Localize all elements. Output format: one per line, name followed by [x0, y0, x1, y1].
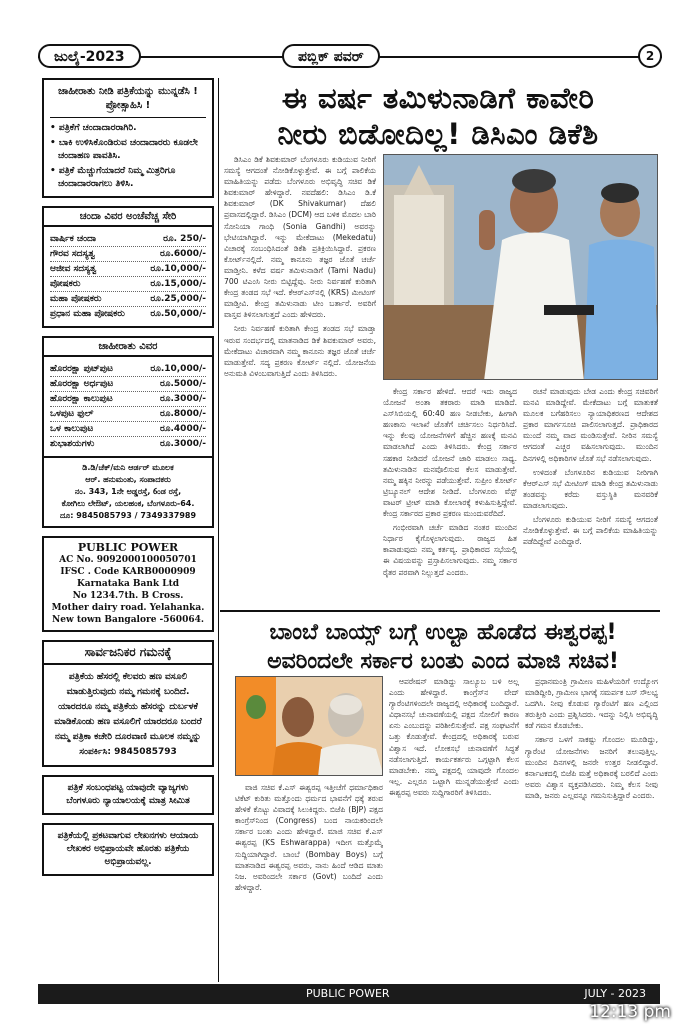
footer-publication: PUBLIC POWER	[306, 987, 390, 1000]
jurisdiction-box	[42, 775, 214, 815]
dk-shivakumar-photo	[383, 154, 658, 380]
ad-appeal-box	[42, 78, 214, 198]
rate-row: ಒಳ ಕಾಲುಪುಟ ರೂ.4000/-	[50, 422, 206, 437]
public-notice-box	[42, 640, 214, 767]
issue-date: ಜುಲೈ-2023	[38, 44, 141, 68]
disclaimer-text: ಪತ್ರಿಕೆಯಲ್ಲಿ ಪ್ರಕಟವಾಗುವ ಲೇಖನಗಳು ಆಯಾಯ ಲೇಖಕರ ಅಭಿಪ್ರಾಯವೇ ಹೊರತು ಪತ್ರಿಕೆಯ ಅಭಿಪ್ರಾಯವಲ್ಲ.	[57, 831, 199, 867]
rate-row: ಆಜೀವ ಸದಸ್ಯತ್ವ ರೂ.10,000/-	[50, 262, 206, 277]
article1-column-1: ಡಿಸಿಎಂ ಡಿಕೆ ಶಿವಕುಮಾರ್ ಬೆಂಗಳೂರು ಕುಡಿಯುವ ನೀರಿಗೆ ಸಮಸ್ಯೆ ಆಗದಂತೆ ನೋಡಿಕೊಳ್ಳುತ್ತೇವೆ. ಈ ಬಗ್ಗೆ ಪಾಲಿಕೆಯ ಮಾಹಿತಿಯನ್ನು ಪಡೆದು ಬೆಂಗಳೂರು ಅಭಿವೃದ್ಧಿ ಸಚಿವ ಡಿಕೆ ಶಿವಕುಮಾರ್ ಹೇಳಿದ್ದಾರೆ. ನವದೆಹಲಿ: ಡಿಸಿಎಂ ಡಿ.ಕೆ ಶಿವಕುಮಾರ್ (DK Shivakumar) ದೆಹಲಿ ಪ್ರವಾಸದಲ್ಲಿದ್ದಾರೆ. ಡಿಸಿಎಂ (DCM) ಆದ ಬಳಿಕ ಮೊದಲ ಬಾರಿ ಸೋನಿಯಾ ಗಾಂಧಿ (Sonia Gandhi) ಅವರನ್ನು ಭೇಟಿಯಾಗಿದ್ದಾರೆ. ಇನ್ನು ಮೇಕೆದಾಟು (Mekedatu) ವಿಚಾರಕ್ಕೆ ಸಂಬಂಧಿಸಿದಂತೆ ಡಿಕೆಶಿ ಪ್ರತಿಕ್ರಿಯಿಸಿದ್ದಾರೆ. ಪ್ರಕರಣ ಕೋರ್ಟ್‌ನಲ್ಲಿದೆ. ನಮ್ಮ ಕಾನೂನು ತಜ್ಞರ ಜೊತೆ ಚರ್ಚೆ ಮಾಡ್ತೀನಿ. ಕಳೆದ ವರ್ಷ ತಮಿಳುನಾಡಿಗೆ (Tami Nadu) 700 ಟಿಎಂಸಿ ನೀರು ಬಿಟ್ಟಿದ್ದೆವು. ನೀರು ನಿರ್ವಹಣೆ ಕುರಿತಾಗಿ ಕೇಂದ್ರ ತಂಡದ ಸಭೆ ಇದೆ. ಕೆಆರ್‌ಎಸ್‌ನಲ್ಲಿ (KRS) ಮೀಟಿಂಗ್ ಮಾಡ್ತೀವಿ. ಕೇಂದ್ರ ತಮಿಳುನಾಡು ಟೀಂ ಬರ್ತಾರೆ. ಅವರಿಗೆ ವಾಸ್ತವ ತಿಳಿಸಲಾಗುತ್ತದೆ ಎಂದು ಹೇಳಿದರು. ನೀರು ನಿರ್ವಹಣೆ ಕುರಿತಾಗಿ ಕೇಂದ್ರ ತಂಡದ ಸಭೆ ಮಾಡ್ತಾ ಇರುವ ಸಂದರ್ಭದಲ್ಲಿ ಮಾತನಾಡಿದ ಡಿಕೆ ಶಿವಕುಮಾರ್ ಅವರು, ಮೇಕೆದಾಟು ವಿಚಾರವಾಗಿ ನಮ್ಮ ಕಾನೂನು ತಜ್ಞರ ಜೊತೆ ಚರ್ಚೆ ಮಾಡುತ್ತೇವೆ. ಸದ್ಯ ಪ್ರಕರಣ ಕೋರ್ಟ್ ನಲ್ಲಿದೆ. ಯೋಜನೆಯ ಅನುಮತಿ ವಿಳಂಬವಾಗುತ್ತಿದೆ ಎಂದು ತಿಳಿಸಿದರು.	[224, 155, 376, 378]
eshwarappa-photo	[235, 676, 383, 776]
rate-row: ಹೊರರಕ್ಷಾ ಪುಟ್‌ಪುಟ ರೂ.10,000/-	[50, 362, 206, 377]
ad-rates-table	[44, 357, 212, 456]
status-clock: 12:13 pm	[589, 1002, 671, 1022]
rate-row: ಹೊರರಕ್ಷಾ ಕಾಲುಪುಟ ರೂ.3000/-	[50, 392, 206, 407]
ad-rates-box	[42, 336, 214, 528]
article2-column-1: ವಾಜಿ ಸಚಿವ ಕೆ.ಎಸ್ ಈಶ್ವರಪ್ಪ ಇತ್ತೀಚೆಗೆ ಧರ್ಮಾಧಿಕಾರ ಟಿಕೆಟ್ ಕುರಿತು ಮತ್ತೊಂದು ಧರ್ಮದ ಭಾವನೆಗೆ ಧಕ್ಕೆ ತರುವ ಹೇಳಿಕೆ ಕೊಟ್ಟು ವಿವಾದಕ್ಕೆ ಸಿಲುಕಿದ್ದರು. ಬಿಜೆಪಿ (BJP) ಪಕ್ಷದ ಕಾಂಗ್ರೆಸ್‌ನಿಂದ (Congress) ಬಂದ ನಾಯಕರಿಂದಲೇ ಸರ್ಕಾರ ಬಂತು ಎಂದು ಹೇಳಿದ್ದಾರೆ. ಮಾಜಿ ಸಚಿವ ಕೆ.ಎಸ್ ಈಶ್ವರಪ್ಪ (KS Eshwarappa) ಇದೀಗ ಮತ್ತೊಮ್ಮೆ ಸುದ್ದಿಯಾಗಿದ್ದಾರೆ. ಬಾಂಬೆ (Bombay Boys) ಬಗ್ಗೆ ಮಾತನಾಡಿದ ಈಶ್ವರಪ್ಪ ಅವರು, ನಾನು ಹಿಂದೆ ಆಡಿದ ಮಾತು ನಿಜ. ಅವರಿಂದಲೇ ಸರ್ಕಾರ (Govt) ಬಂದಿದೆ ಎಂದು ಹೇಳಿದ್ದಾರೆ.	[235, 783, 383, 892]
article1-column-3: ರಚನೆ ಮಾಡುವುದು ಬೇಡ ಎಂದು ಕೇಂದ್ರ ಸಚಿವರಿಗೆ ಮನವಿ ಮಾಡಿದ್ದೇವೆ. ಮೇಕೆದಾಟು ಬಗ್ಗೆ ಮಾತುಕತೆ ಮೂಲಕ ಬಗೆಹರಿಸಲು ನ್ಯಾಯಾಧಿಕರಣದ ಆದೇಶದ ಪ್ರಕಾರ ಮಾರ್ಗಸೂಚಿ ಪಾಲಿಸಲಾಗುತ್ತದೆ. ಪ್ರಾಧಿಕಾರದ ಮುಂದೆ ನಮ್ಮ ವಾದ ಮಂಡಿಸುತ್ತೇವೆ. ನೀರಿನ ಸಮಸ್ಯೆ ಆಗದಂತೆ ಎಚ್ಚರ ವಹಿಸಲಾಗುವುದು. ಮುಂದಿನ ದಿನಗಳಲ್ಲಿ ಅಧಿಕಾರಿಗಳ ಜೊತೆ ಸಭೆ ನಡೆಸಲಾಗುವುದು. ಉಳಿದಂತೆ ಬೆಂಗಳೂರಿನ ಕುಡಿಯುವ ನೀರಿಗಾಗಿ ಕೆಆರ್‌ಎಸ್ ಸಭೆ ಮೀಟಿಂಗ್ ಮಾಡಿ ಕೇಂದ್ರ ತಮಿಳುನಾಡು ತಂಡವನ್ನು ಕರೆದು ವಸ್ತುಸ್ಥಿತಿ ಮನವರಿಕೆ ಮಾಡಲಾಗುವುದು. ಬೆಂಗಳೂರು ಕುಡಿಯುವ ನೀರಿಗೆ ಸಮಸ್ಯೆ ಆಗದಂತೆ ನೋಡಿಕೊಳ್ಳುತ್ತೇವೆ. ಈ ಬಗ್ಗೆ ಪಾಲಿಕೆಯ ಮಾಹಿತಿಯನ್ನು ಪಡೆದಿದ್ದೇವೆ ಎಂದಿದ್ದಾರೆ.	[523, 387, 658, 547]
ad-appeal-title: ಜಾಹೀರಾತು ನೀಡಿ ಪತ್ರಿಕೆಯನ್ನು ಮುನ್ನಡೆಸಿ ! ಪ್ರೋತ್ಸಾಹಿಸಿ !	[50, 85, 206, 118]
masthead-title: ಪಬ್ಲಿಕ್ ಪವರ್	[282, 44, 380, 68]
second-headline: ಬಾಂಬೆ ಬಾಯ್ಸ್ ಬಗ್ಗೆ ಉಲ್ಟಾ ಹೊಡೆದ ಈಶ್ವರಪ್ಪ! ಅವರಿಂದಲೇ ಸರ್ಕಾರ ಬಂತು ಎಂದ ಮಾಜಿ ಸಚಿವ!	[267, 620, 619, 674]
rate-row: ಹೊರರಕ್ಷಾ ಅರ್ಧಪುಟ ರೂ.5000/-	[50, 377, 206, 392]
article1-column-2: ಕೇಂದ್ರ ಸರ್ಕಾರ ಹೇಳಿದೆ. ಆದರೆ ಇದು ರಾಜ್ಯದ ಯೋಜನೆ ಅಂತಾ ತಕರಾರು ಮಾಡಿ ಮಾಡಿದೆ. ಎಸ್‌ಸಿಬಿಯಲ್ಲಿ 60:40 ಹಣ ನೀಡಬೇಕು, ಹೀಗಾಗಿ ಹಣಕಾಸು ಇಲಾಖೆ ಜೊತೆಗೆ ಚರ್ಚಿಸಲು ನಿರ್ಧರಿಸಿದೆ. ಇನ್ನು ಕೆಲವು ಯೋಜನೆಗಳಿಗೆ ಹೆಚ್ಚಿನ ಹಣಕ್ಕೆ ಮನವಿ ಮಾಡಲಾಗಿದೆ ಎಂದು ತಿಳಿಸಿದರು. ಕೇಂದ್ರ ಸರ್ಕಾರ ಸಹಕಾರ ನೀಡಿದರೆ ಯೋಜನೆ ಜಾರಿ ಮಾಡಲು ಸಾಧ್ಯ. ತಮಿಳುನಾಡಿನ ಮನವೊಲಿಸುವ ಕೆಲಸ ಮಾಡುತ್ತೇವೆ. ನಮ್ಮ ಹಕ್ಕಿನ ನೀರನ್ನು ಪಡೆಯುತ್ತೇವೆ. ಸುಪ್ರೀಂ ಕೋರ್ಟ್ ಟ್ರಿಬ್ಯೂನಲ್ ಆದೇಶ ನೀಡಿದೆ. ಬೆಂಗಳೂರು ವೆಸ್ಟ್ ವಾಟರ್ ಟ್ರೀಟ್ ಮಾಡಿ ಕೋಲಾರಕ್ಕೆ ಕಳುಹಿಸುತ್ತಿದ್ದೇವೆ. ಕೇಂದ್ರ ಸರ್ಕಾರದ ಪ್ರಕಾರ ಪ್ರಕರಣ ಮುಂದುವರೆದಿದೆ. ಗಂಭೀರವಾಗಿ ಚರ್ಚೆ ಮಾಡಿದ ನಂತರ ಮುಂದಿನ ನಿರ್ಧಾರ ಕೈಗೊಳ್ಳಲಾಗುವುದು. ರಾಜ್ಯದ ಹಿತ ಕಾಪಾಡುವುದು ನಮ್ಮ ಕರ್ತವ್ಯ. ಪ್ರಾಧಿಕಾರದ ಸಭೆಯಲ್ಲಿ ಈ ವಿಷಯವನ್ನು ಪ್ರಸ್ತಾಪಿಸಲಾಗುವುದು. ನಮ್ಮ ಸರ್ಕಾರ ರೈತರ ಪರವಾಗಿ ನಿಲ್ಲುತ್ತದೆ ಎಂದರು.	[383, 387, 517, 577]
rate-row: ಪೋಷಕರು ರೂ.15,000/-	[50, 277, 206, 292]
subscription-box	[42, 206, 214, 328]
ad-rates-title: ಜಾಹೀರಾತು ವಿವರ	[44, 338, 212, 357]
public-notice-title: ಸಾರ್ವಜನಿಕರ ಗಮನಕ್ಕೆ	[44, 642, 212, 665]
page-header	[38, 42, 662, 70]
rate-row: ಶುಭಾಶಯಗಳು ರೂ.3000/-	[50, 439, 206, 449]
public-notice-text: ಪತ್ರಿಕೆಯ ಹೆಸರಲ್ಲಿ ಕೆಲವರು ಹಣ ವಸೂಲಿ ಮಾಡುತ್ತಿರುವುದು ನಮ್ಮ ಗಮನಕ್ಕೆ ಬಂದಿದೆ. ಯಾರದರೂ ನಮ್ಮ ಪತ್ರಿಕೆಯ ಹೆಸರನ್ನು ದುರ್ಬಳಕೆ ಮಾಡಿಕೊಂಡು ಹಣ ವಸೂಲಿಗೆ ಯಾರದರೂ ಬಂದರೆ ನಮ್ಮ ಪತ್ರಿಕಾ ಕಚೇರಿ ದೂರವಾಣಿ ಮೂಲಕ ನಮ್ಮನ್ನು ಸಂಪರ್ಕಿಸಿ: 9845085793	[54, 672, 202, 757]
rate-row: ಗೌರವ ಸದಸ್ಯತ್ವ ರೂ.6000/-	[50, 247, 206, 262]
column-divider	[218, 78, 219, 982]
article2-column-2: ಆಪರೇಷನ್ ಮಾಡಿದ್ದು ಸಾಲ್ಯೂಬ ಬಳಿ ಅಲ್ಲ ಎಂದು ಹೇಳಿದ್ದಾರೆ. ಕಾಂಗ್ರೆಸ್‌ನ ವೇದ್ ಗ್ಯಾರೆಂಟಿಗಳಿಂದಲೇ ರಾಜ್ಯದಲ್ಲಿ ಅಧಿಕಾರಕ್ಕೆ ಬಂದಿದ್ದಾರೆ. ವಿಧಾನಸಭೆ ಚುನಾವಣೆಯಲ್ಲಿ ಪಕ್ಷದ ಸೋಲಿಗೆ ಕಾರಣ ಏನು ಎಂಬುದನ್ನು ಪರಿಶೀಲಿಸುತ್ತೇವೆ. ಪಕ್ಷ ಸಂಘಟನೆಗೆ ಒತ್ತು ಕೊಡುತ್ತೇವೆ. ಕೇಂದ್ರದಲ್ಲಿ ಅಧಿಕಾರಕ್ಕೆ ಬರುವ ವಿಶ್ವಾಸ ಇದೆ. ಲೋಕಸಭೆ ಚುನಾವಣೆಗೆ ಸಿದ್ಧತೆ ನಡೆಸಲಾಗುತ್ತಿದೆ. ಕಾರ್ಯಕರ್ತರು ಒಗ್ಗಟ್ಟಾಗಿ ಕೆಲಸ ಮಾಡಬೇಕು. ನಮ್ಮ ಪಕ್ಷದಲ್ಲಿ ಯಾವುದೇ ಗೊಂದಲ ಇಲ್ಲ. ಎಲ್ಲರೂ ಒಟ್ಟಾಗಿ ಮುನ್ನಡೆಯುತ್ತೇವೆ ಎಂದು ಈಶ್ವರಪ್ಪ ಅವರು ಸುದ್ದಿಗಾರರಿಗೆ ತಿಳಿಸಿದರು.	[389, 677, 519, 797]
page-number: 2	[638, 44, 662, 68]
rate-row: ವಾರ್ಷಿಕ ಚಂದಾ ರೂ. 250/-	[50, 232, 206, 247]
footer-date: JULY - 2023	[584, 987, 646, 1000]
rate-row: ಪ್ರಧಾನ ಮಹಾ ಪೋಷಕರು ರೂ.50,000/-	[50, 309, 206, 319]
rate-row: ಮಹಾ ಪೋಷಕರು ರೂ.25,000/-	[50, 292, 206, 307]
subscription-table	[44, 227, 212, 326]
main-headline: ಈ ವರ್ಷ ತಮಿಳುನಾಡಿಗೆ ಕಾವೇರಿ ನೀರು ಬಿಡೋದಿಲ್ಲ! ಡಿಸಿಎಂ ಡಿಕೆಶಿ	[277, 81, 599, 151]
sidebar	[42, 78, 214, 884]
newspaper-page	[30, 40, 664, 1006]
bank-title: PUBLIC POWER	[77, 541, 179, 554]
list-item: • ಪತ್ರಿಕೆಗೆ ಚಂದಾದಾರರಾಗಿರಿ.	[50, 122, 206, 135]
ad-appeal-list	[50, 122, 206, 191]
payment-address: ಡಿ.ಡಿ/ಚೆಕ್/ಮನಿ ಆರ್ಡರ್ ಮೂಲಕ ಆರ್. ಹನುಮಂತು, ಸಂಪಾದಕರು ನಂ. 343, 1ನೇ ಅಡ್ಡರಸ್ತೆ, 6ಂಡ ರಸ್ತೆ, ಕೋಗಿಲು ಲೇಔಟ್, ಯಲಹಂಕ, ಬೆಂಗಳೂರು-64. ದೂ: 9845085793 / 7349337989	[44, 456, 212, 526]
page-footer	[38, 984, 660, 1004]
article2-column-3: ಪ್ರಧಾನಮಂತ್ರಿ ಗ್ರಾಮೀಣ ಮಹಿಳೆಯರಿಗೆ ಉದ್ಯೋಗ ಮಾಡಿದ್ದೀರಿ, ಗ್ರಾಮೀಣ ಭಾಗಕ್ಕೆ ಸಮರ್ಪಕ ಬಸ್ ಸೌಲಭ್ಯ ಒದಗಿಸಿ. ನೀವು ಕೊಡುವ ಗ್ಯಾರೆಂಟಿಗೆ ಹಣ ಎಲ್ಲಿಂದ ತರುತ್ತೀರಿ ಎಂದು ಪ್ರಶ್ನಿಸಿದರು. ಇದನ್ನು ನಿಲ್ಲಿಸಿ ಅಭಿವೃದ್ಧಿ ಕಡೆ ಗಮನ ಕೊಡಬೇಕು. ಸರ್ಕಾರ ಒಳಗೆ ಸಾಕಷ್ಟು ಗೊಂದಲ ಮೂಡಿದ್ದು, ಗ್ಯಾರೆಂಟಿ ಯೋಜನೆಗಳು ಜನರಿಗೆ ತಲುಪುತ್ತಿಲ್ಲ. ಮುಂದಿನ ದಿನಗಳಲ್ಲಿ ಜನರೇ ಉತ್ತರ ನೀಡಲಿದ್ದಾರೆ. ಕರ್ನಾಟಕದಲ್ಲಿ ಬಿಜೆಪಿ ಮತ್ತೆ ಅಧಿಕಾರಕ್ಕೆ ಬರಲಿದೆ ಎಂದು ಅವರು ವಿಶ್ವಾಸ ವ್ಯಕ್ತಪಡಿಸಿದರು. ನಿಮ್ಮ ಕೆಲಸ ನೀವು ಮಾಡಿ, ಜನರು ಎಲ್ಲವನ್ನೂ ಗಮನಿಸುತ್ತಿದ್ದಾರೆ ಎಂದರು.	[525, 677, 658, 800]
disclaimer-box	[42, 823, 214, 876]
rate-row: ಒಳಪುಟ ಫುಲ್ ರೂ.8000/-	[50, 407, 206, 422]
bank-details-box: PUBLIC POWER AC No. 9092000100050701 IFSC . Code KARB0000909 Karnataka Bank Ltd No 1234.7th. B Cross. Mother dairy road. Yelahanka. New town Bangalore -560064.	[42, 536, 214, 632]
subscription-title: ಚಂದಾ ವಿವರ ಅಂಚೆವೆಚ್ಚ ಸೇರಿ	[44, 208, 212, 227]
jurisdiction-text: ಪತ್ರಿಕೆ ಸಂಬಂಧಪಟ್ಟ ಯಾವುದೇ ವ್ಯಾಜ್ಯಗಳು ಬೆಂಗಳೂರು ನ್ಯಾಯಾಲಯಕ್ಕೆ ಮಾತ್ರ ಸೀಮಿತ	[66, 783, 190, 806]
list-item: • ಪತ್ರಿಕೆ ಮೆಚ್ಚುಗೆಯಾದರೆ ನಿಮ್ಮ ಮಿತ್ರರಿಗೂ ಚಂದಾದಾರರಾಗಲು ತಿಳಿಸಿ.	[50, 165, 206, 191]
list-item: • ಬಾಕಿ ಉಳಿಸಿಕೊಂಡಿರುವ ಚಂದಾದಾರರು ಕೂಡಲೇ ಚಂದಾಹಣ ಪಾವತಿಸಿ.	[50, 137, 206, 163]
article-separator	[220, 610, 660, 612]
